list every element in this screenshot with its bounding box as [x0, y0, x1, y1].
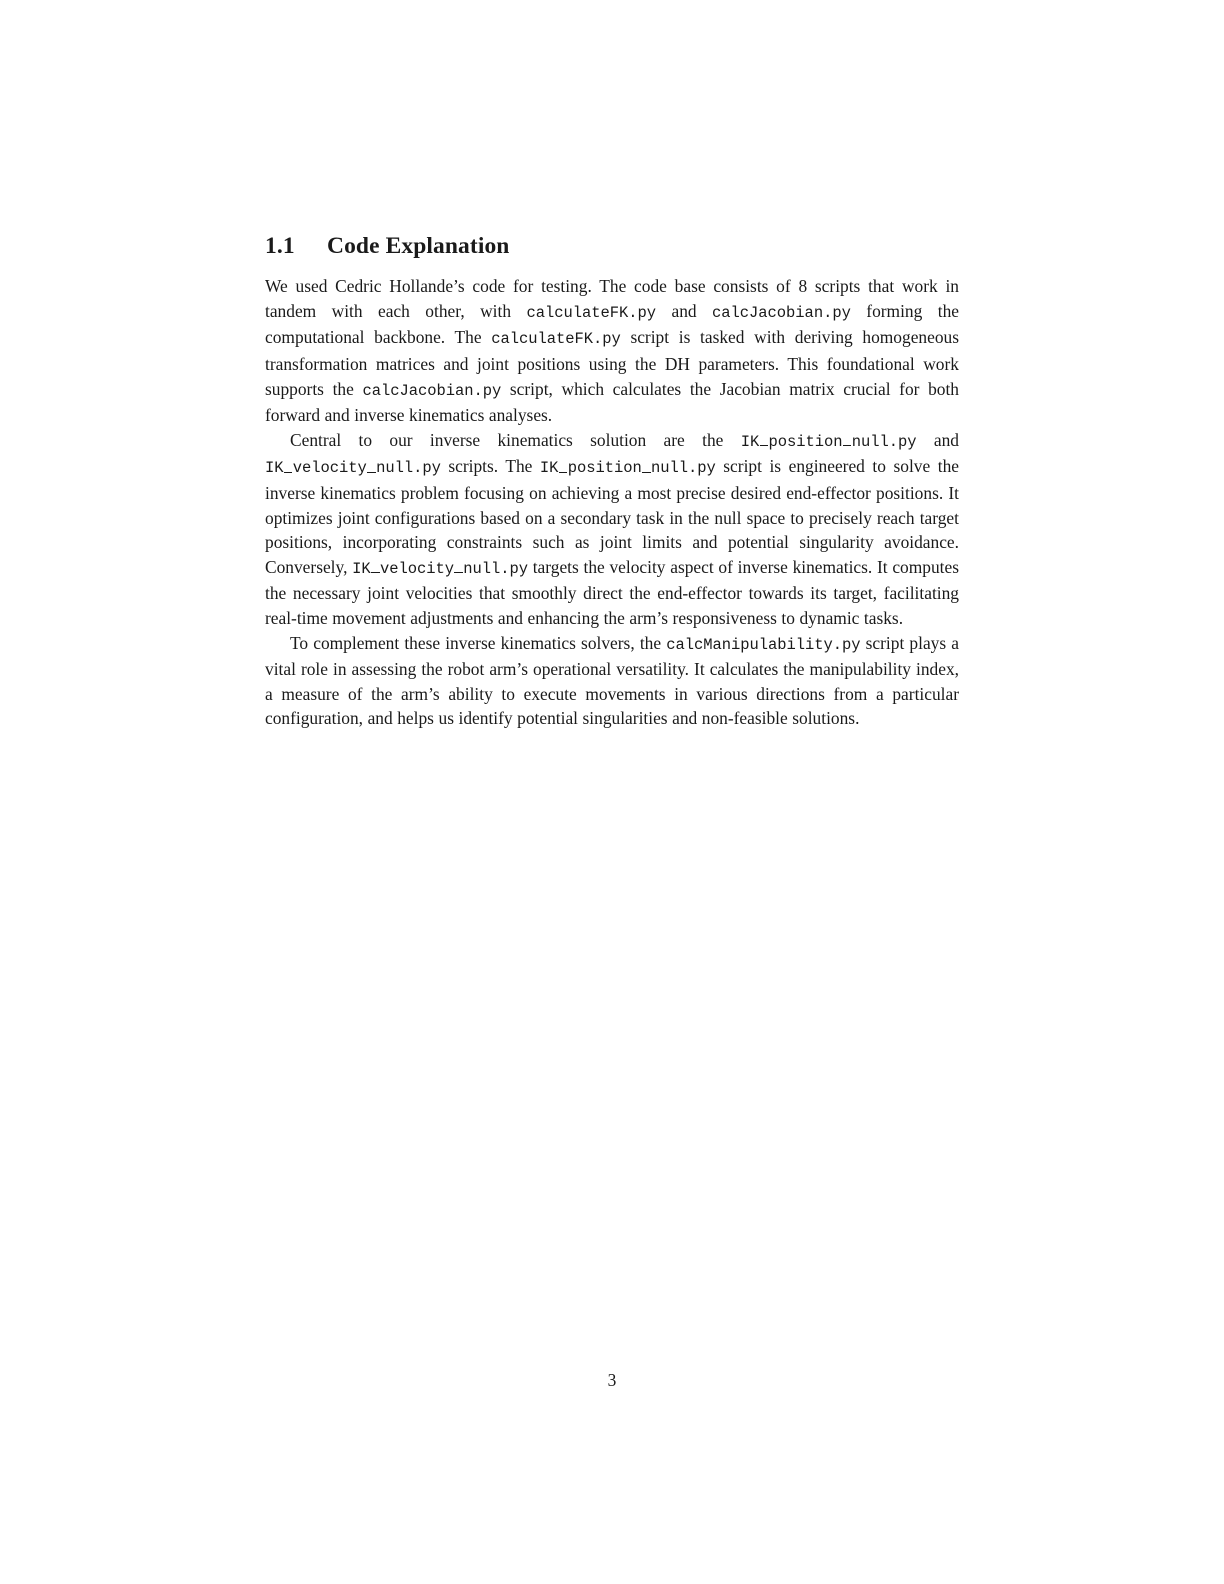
paragraph-manipulability: To complement these inverse kinematics solvers, the calcManipulability.py script plays a vital role in assessing the robot arm’s operational versatility. It calculates the manipulability index, a measure of the arm’s ability to execute movements in various directions from a particular configuration, and helps us identify potential singularities and non-feasible solutions.	[265, 632, 959, 729]
inline-code-filename: IK position null.py	[539, 459, 716, 478]
underscore-rule	[843, 445, 852, 446]
body-text	[265, 274, 959, 731]
inline-code-filename: IK position null.py	[740, 432, 917, 451]
underscore-rule	[284, 472, 293, 473]
underscore-rule	[367, 472, 376, 473]
section-title: Code Explanation	[327, 233, 510, 259]
page-number: 3	[607, 1370, 617, 1390]
underscore-rule	[760, 445, 769, 446]
underscore-rule	[371, 572, 380, 573]
underscore-rule	[454, 572, 463, 573]
underscore-rule	[559, 472, 568, 473]
inline-code-filename: calcManipulability.py	[666, 635, 861, 654]
inline-code-filename: calculateFK.py	[526, 303, 657, 322]
section-number: 1.1	[265, 233, 295, 259]
inline-code-filename: IK velocity null.py	[265, 459, 441, 478]
section-heading	[265, 232, 959, 260]
text-column	[265, 232, 959, 731]
inline-code-filename: IK velocity null.py	[352, 559, 528, 578]
inline-code-filename: calcJacobian.py	[712, 303, 851, 322]
underscore-rule	[642, 472, 651, 473]
paragraph-intro: We used Cedric Hollande’s code for testing. The code base consists of 8 scripts that work in tandem with each other, with calculateFK.py and calcJacobian.py forming the computational backbone. The calculateFK.py script is tasked with deriving homogeneous transformation matrices and joint positions using the DH parameters. This foundational work supports the calcJacobian.py script, which calculates the Jacobian matrix crucial for both forward and inverse kinematics analyses.	[265, 276, 960, 426]
paragraph-inverse-kinematics: Central to our inverse kinematics solution are the IK position null.py and IK velocity null.py scripts. The IK position null.py script is engineered to solve the inverse kinematics problem focusing on achieving a most precise desired end-effector positions. It optimizes joint configurations based on a secondary task in the null space to precisely reach target positions, incorporating constraints such as joint limits and potential singularity avoidance. Conversely, IK velocity null.py targets the velocity aspect of inverse kinematics. It computes the necessary joint velocities that smoothly direct the end-effector towards its target, facilitating real-time movement adjustments and enhancing the arm’s responsiveness to dynamic tasks.	[265, 429, 959, 628]
inline-code-filename: calculateFK.py	[491, 330, 621, 349]
inline-code-filename: calcJacobian.py	[362, 381, 502, 400]
